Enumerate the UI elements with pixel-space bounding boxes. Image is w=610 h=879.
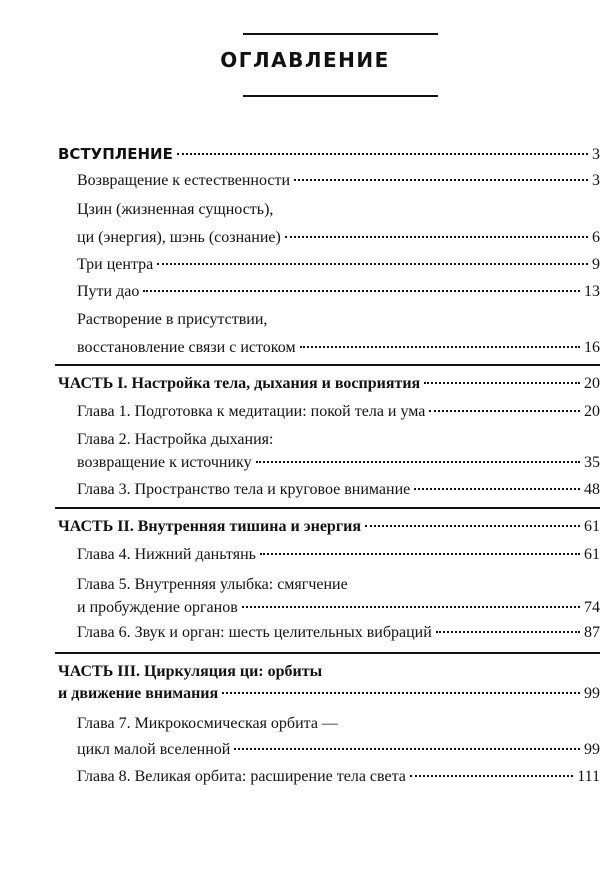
dot-leader [294, 179, 588, 181]
page-title: ОГЛАВЛЕНИЕ [220, 48, 390, 72]
toc-heading: ЧАСТЬ III. Циркуляция ци: орбиты [58, 663, 323, 680]
dot-leader [256, 461, 580, 463]
toc-entry[interactable] [77, 545, 600, 565]
dot-leader [285, 236, 588, 238]
toc-entry-title: Глава 4. Нижний даньтянь [77, 546, 256, 563]
dot-leader [410, 775, 573, 777]
page-number: 99 [584, 741, 600, 758]
toc-entry-title: Глава 1. Подготовка к медитации: покой тела и ума [77, 403, 426, 420]
page-number: 9 [592, 256, 600, 273]
section-divider [55, 364, 600, 366]
dot-leader [234, 748, 580, 750]
toc-entry-line1[interactable] [77, 430, 600, 450]
toc-entry-line1[interactable] [77, 310, 600, 330]
toc-entry[interactable] [77, 282, 600, 302]
dot-leader [365, 525, 580, 527]
toc-entry[interactable] [77, 480, 600, 500]
toc-entry[interactable] [77, 402, 600, 422]
toc-entry-part-1[interactable] [58, 374, 600, 394]
toc-entry-title: Растворение в присутствии, [77, 311, 268, 328]
toc-entry-part-3[interactable] [58, 684, 600, 704]
toc-entry-title: Три центра [77, 256, 154, 273]
toc-entry-title: и пробуждение органов [77, 599, 238, 616]
toc-entry-title: Глава 6. Звук и орган: шесть целительных вибраций [77, 624, 432, 641]
page-number: 20 [584, 403, 600, 420]
section-divider [55, 507, 600, 509]
page-number: 74 [584, 599, 600, 616]
toc-entry[interactable] [77, 598, 600, 618]
dot-leader [300, 346, 580, 348]
toc-entry-title: Возвращение к естественности [77, 172, 290, 189]
toc-entry-title: Глава 7. Микрокосмическая орбита — [77, 715, 338, 732]
toc-heading: ЧАСТЬ I. Настройка тела, дыхания и восприятия [58, 375, 421, 392]
toc-entry[interactable] [77, 740, 600, 760]
toc-entry-title: Глава 5. Внутренняя улыбка: смягчение [77, 576, 348, 593]
page-number: 35 [584, 454, 600, 471]
title-rule-top [243, 33, 438, 35]
toc-entry-line1[interactable] [77, 200, 600, 220]
toc-entry[interactable] [77, 623, 600, 643]
toc-entry[interactable] [77, 228, 600, 248]
toc-entry-title: восстановление связи с истоком [77, 339, 296, 356]
toc-entry-part-3-line1[interactable] [58, 662, 600, 682]
dot-leader [242, 606, 580, 608]
page-number: 3 [592, 146, 600, 163]
toc-heading: ЧАСТЬ II. Внутренняя тишина и энергия [58, 518, 361, 535]
toc-entry-part-2[interactable] [58, 517, 600, 537]
section-divider [55, 652, 600, 654]
dot-leader [222, 692, 580, 694]
dot-leader [414, 488, 580, 490]
toc-entry-title: Глава 8. Великая орбита: расширение тела света [77, 768, 406, 785]
page-number: 99 [584, 685, 600, 702]
toc-entry[interactable] [77, 767, 600, 787]
toc-heading: и движение внимания [58, 685, 219, 702]
page-number: 111 [577, 768, 600, 785]
dot-leader [429, 410, 580, 412]
toc-entry-title: Пути дао [77, 283, 140, 300]
toc-entry-line1[interactable] [77, 714, 600, 734]
title-rule-bottom [243, 95, 438, 97]
dot-leader [143, 290, 580, 292]
page-number: 61 [584, 546, 600, 563]
dot-leader [177, 153, 588, 155]
toc-entry-title: Глава 2. Настройка дыхания: [77, 431, 274, 448]
dot-leader [157, 263, 588, 265]
page-number: 87 [584, 624, 600, 641]
toc-entry[interactable] [77, 453, 600, 473]
dot-leader [424, 382, 580, 384]
page-number: 16 [584, 339, 600, 356]
page-number: 3 [592, 172, 600, 189]
toc-entry-title: Глава 3. Пространство тела и круговое внимание [77, 481, 411, 498]
toc-entry[interactable] [77, 338, 600, 358]
toc-entry-line1[interactable] [77, 575, 600, 595]
dot-leader [260, 553, 580, 555]
toc-entry-intro[interactable] [58, 144, 600, 165]
page-number: 20 [584, 375, 600, 392]
toc-heading: ВСТУПЛЕНИЕ [58, 145, 173, 163]
toc-entry-title: возвращение к источнику [77, 454, 252, 471]
toc-entry[interactable] [77, 171, 600, 191]
toc-entry-title: Цзин (жизненная сущность), [77, 201, 274, 218]
toc-entry-title: цикл малой вселенной [77, 741, 231, 758]
page-number: 13 [584, 283, 600, 300]
toc-entry[interactable] [77, 255, 600, 275]
page-number: 48 [584, 481, 600, 498]
toc-entry-title: ци (энергия), шэнь (сознание) [77, 229, 281, 246]
dot-leader [436, 631, 580, 633]
page-number: 6 [592, 229, 600, 246]
page-number: 61 [584, 518, 600, 535]
